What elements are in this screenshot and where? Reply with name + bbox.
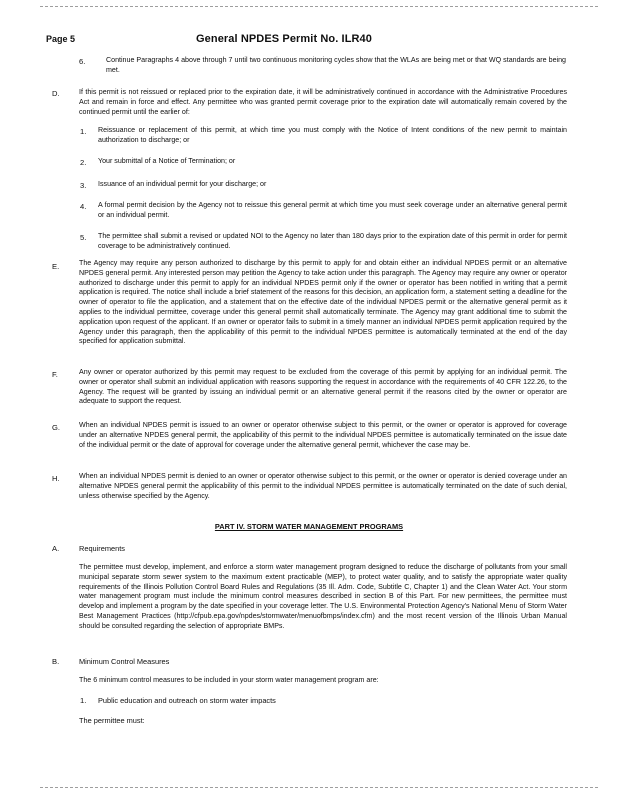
section-d-item-2-text: Your submittal of a Notice of Termination; or (98, 157, 236, 165)
part-iv-b1-number: 1. (80, 696, 87, 705)
section-g-text: When an individual NPDES permit is issued to an owner or operator otherwise subject to this permit, or the owner or operator is approved for coverage under an alternative NPDES general permit, the applicability of this permit to the individual NPDES permittee is automatically terminated on the issue date of the individual permit or the date of approval for coverage under the alternative general permit, whichever the case may be. (79, 421, 567, 449)
part-iv-a-text: The permittee must develop, implement, and enforce a storm water management program designed to reduce the discharge of pollutants from your small municipal separate storm sewer system to the maximum extent practicable (MEP), to protect water quality, and to satisfy the appropriate water quality requirements of the Illinois Pollution Control Board Rules and Regulations (35 Ill. Adm. Code, Subtitle C, Chapter 1) and the Clean Water Act. Your storm water management program must include the minimum control measures described in section B of this Part. For new permittees, the permittee must develop and implement a program by the date specified in your coverage letter. The U.S. Environmental Protection Agency's National Menu of Storm Water Best Management Practices (http://cfpub.epa.gov/npdes/stormwater/menuofbmps/index.cfm) and the most recent version of the Illinois Urban Manual should be consulted regarding the selection of appropriate BMPs. (79, 563, 567, 630)
section-d-item-2-number: 2. (80, 158, 87, 167)
section-d-item-1-number: 1. (80, 127, 87, 136)
section-d-item-3-text: Issuance of an individual permit for your discharge; or (98, 180, 267, 188)
part-iv-b1-text: Public education and outreach on storm water impacts (98, 696, 276, 705)
scan-edge-bottom (40, 787, 598, 788)
page-title: General NPDES Permit No. ILR40 (196, 33, 372, 45)
item-6-text: Continue Paragraphs 4 above through 7 until two continuous monitoring cycles show that the WLAs are being met or that WQ standards are being met. (106, 56, 566, 74)
part-iv-a-label: A. (52, 544, 60, 553)
section-f-label: F. (52, 370, 58, 379)
section-h-label: H. (52, 474, 60, 483)
section-h-text: When an individual NPDES permit is denied to an owner or operator otherwise subject to this permit, or the owner or operator is denied coverage under an alternative NPDES general permit the applicability of this permit to the individual NPDES permittee is automatically terminated on the date of such denial, unless otherwise specified by the Agency. (79, 472, 567, 500)
section-e-text: The Agency may require any person authorized to discharge by this permit to apply for and obtain either an individual NPDES permit or an alternative NPDES general permit. Any interested person may petition the Agency to take action under this paragraph. The Agency may require any owner or operator authorized to discharge under this permit to apply for an individual NPDES permit only if the owner or operator has been notified in writing that a permit application is required. The notice shall include a brief statement of the reasons for this decision, an application form, a statement setting a deadline for the owner of operator to file the application, and a statement that on the effective date of the individual NPDES permit or the alternative general permit as it applies to the individual permittee, coverage under this general permit shall automatically terminate. The Agency may grant additional time to submit the application upon request of the applicant. If an owner or operator fails to submit in a timely manner an individual NPDES permit application required by the Agency under this paragraph, then the applicability of this permit to the individual NPDES permittee is automatically terminated at the end of the day specified for application submittal. (79, 259, 567, 346)
scan-edge-top (40, 6, 598, 7)
section-d-item-4-number: 4. (80, 202, 87, 211)
section-d-item-5-text: The permittee shall submit a revised or updated NOI to the Agency no later than 180 days prior to the expiration date of this permit in order for permit coverage to be administratively continued. (98, 232, 567, 250)
part-iv-b-label: B. (52, 657, 60, 666)
section-d-intro: If this permit is not reissued or replaced prior to the expiration date, it will be administratively continued in accordance with the Administrative Procedures Act and remain in force and effect. Any permittee who was granted permit coverage prior to the expiration date will automatically remain covered by the continued permit until the earlier of: (79, 88, 567, 116)
section-d-item-1-text: Reissuance or replacement of this permit, at which time you must comply with the Notice of Intent conditions of the new permit to maintain authorization to discharge; or (98, 126, 567, 144)
section-g-label: G. (52, 423, 61, 432)
part-iv-heading: PART IV. STORM WATER MANAGEMENT PROGRAMS (214, 522, 404, 531)
section-d-item-3-number: 3. (80, 181, 87, 190)
part-iv-b1-must: The permittee must: (79, 716, 145, 725)
part-iv-b-title: Minimum Control Measures (79, 657, 170, 666)
section-e-label: E. (52, 262, 60, 271)
part-iv-b-intro: The 6 minimum control measures to be included in your storm water management program are: (79, 676, 379, 684)
part-iv-a-title: Requirements (79, 544, 126, 553)
section-d-label: D. (52, 89, 60, 98)
item-6-number: 6. (79, 57, 86, 66)
page-number: Page 5 (46, 34, 76, 44)
section-f-text: Any owner or operator authorized by this permit may request to be excluded from the coverage of this permit by applying for an individual permit. The owner or operator shall submit an individual application with reasons supporting the request in accordance with the requirements of 40 CFR 122.26, to the Agency. The request will be granted by issuing an individual permit or an alternative general permit if the reasons cited by the owner or operator are adequate to support the request. (79, 368, 567, 406)
section-d-item-4-text: A formal permit decision by the Agency not to reissue this general permit at which time you must seek coverage under an alternative general permit or an individual permit. (98, 201, 567, 219)
section-d-item-5-number: 5. (80, 233, 87, 242)
